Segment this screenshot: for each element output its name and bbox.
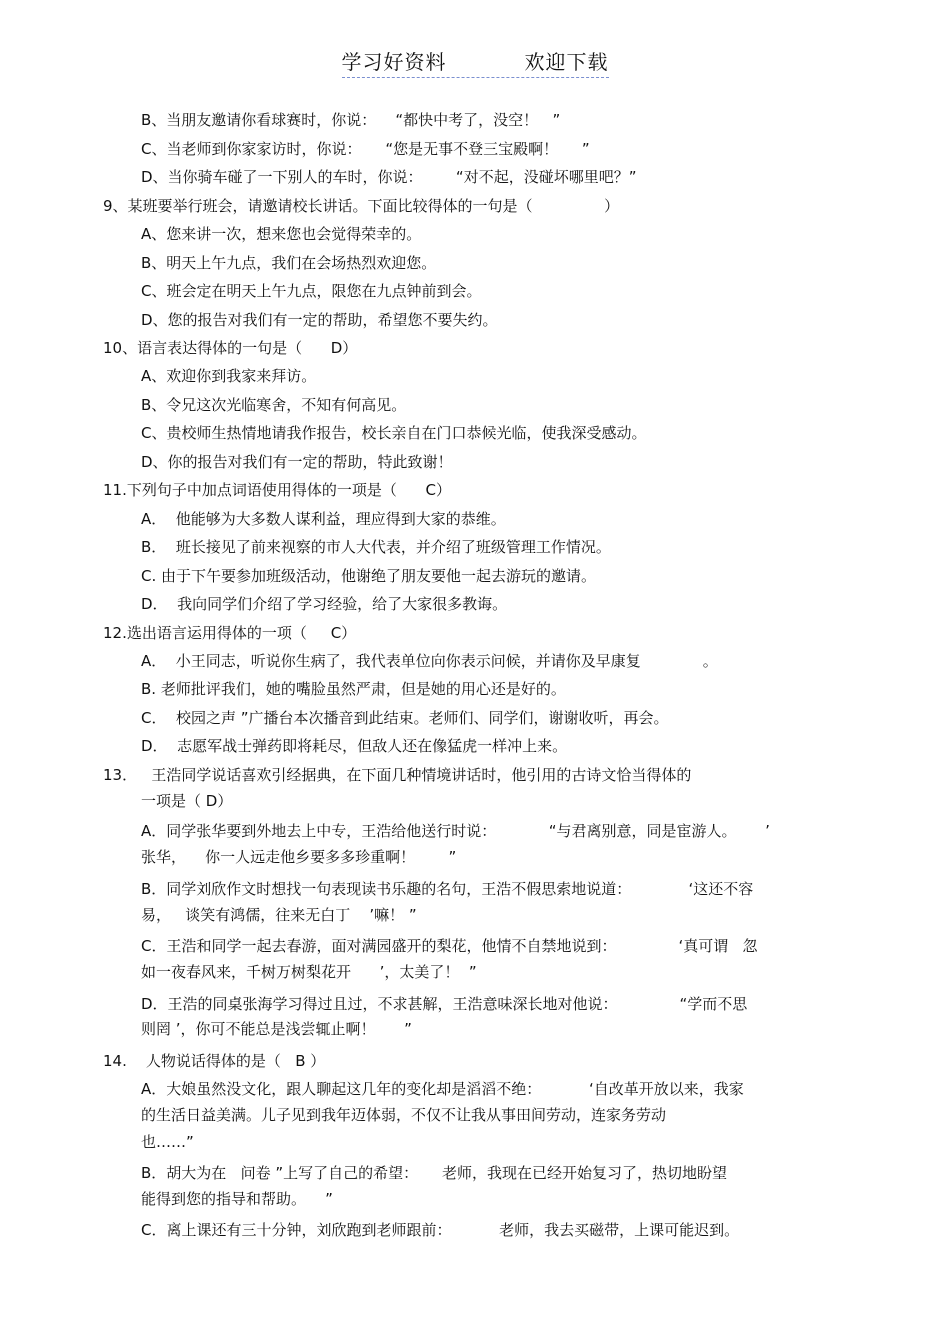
question-line: 14. 人物说话得体的是（ B ）	[103, 1052, 326, 1070]
text-line: 一项是（ D）	[141, 792, 233, 810]
text-line: B. 老师批评我们，她的嘴脸虽然严肃，但是她的用心还是好的。	[141, 680, 566, 698]
text-line: B、令兄这次光临寒舍，不知有何高见。	[141, 396, 407, 414]
text-line: A．同学张华要到外地去上中专，王浩给他送行时说： “与君离别意，同是宦游人。 ’	[141, 822, 770, 840]
text-line: D、你的报告对我们有一定的帮助，特此致谢！	[141, 453, 453, 471]
text-line: A、您来讲一次，想来您也会觉得荣幸的。	[141, 225, 422, 243]
text-line: B、当朋友邀请你看球赛时，你说： “都快中考了，没空！ ”	[141, 111, 561, 129]
text-line: C、贵校师生热情地请我作报告，校长亲自在门口恭候光临，使我深受感动。	[141, 424, 647, 442]
text-line: B．胡大为在 问卷 ”上写了自己的希望： 老师，我现在已经开始复习了，热切地盼望	[141, 1164, 727, 1182]
text-line: C．王浩和同学一起去春游，面对满园盛开的梨花，他情不自禁地说到： ‘真可谓 忽	[141, 937, 758, 955]
text-line: C、班会定在明天上午九点，限您在九点钟前到会。	[141, 282, 482, 300]
text-line: D、您的报告对我们有一定的帮助，希望您不要失约。	[141, 311, 498, 329]
text-line: 易， 谈笑有鸿儒，往来无白丁 ’嘛！ ”	[141, 906, 417, 924]
text-line: A、欢迎你到我家来拜访。	[141, 367, 317, 385]
text-line: D、当你骑车碰了一下别人的车时，你说： “对不起，没碰坏哪里吧？”	[141, 168, 637, 186]
question-line: 13． 王浩同学说话喜欢引经据典，在下面几种情境讲话时，他引用的古诗文恰当得体的	[103, 766, 692, 784]
page-header	[0, 46, 950, 78]
question-line: 10、语言表达得体的一句是（ D）	[103, 339, 358, 357]
text-line: 的生活日益美满。儿子见到我年迈体弱，不仅不让我从事田间劳动，连家务劳动	[141, 1106, 667, 1124]
text-line: C、当老师到你家家访时，你说： “您是无事不登三宝殿啊！ ”	[141, 140, 590, 158]
text-line: D． 我向同学们介绍了学习经验，给了大家很多教诲。	[141, 595, 508, 613]
text-line: C． 校园之声 ”广播台本次播音到此结束。老师们、同学们，谢谢收听，再会。	[141, 709, 669, 727]
text-line: C. 由于下午要参加班级活动，他谢绝了朋友要他一起去游玩的邀请。	[141, 567, 597, 585]
header-banner	[342, 46, 609, 78]
text-line: B、明天上午九点，我们在会场热烈欢迎您。	[141, 254, 437, 272]
header-right-text: 欢迎下载	[524, 50, 609, 74]
question-line: 12.选出语言运用得体的一项（ C）	[103, 624, 357, 642]
text-line: D． 志愿军战士弹药即将耗尽，但敌人还在像猛虎一样冲上来。	[141, 737, 568, 755]
text-line: A．大娘虽然没文化，跟人聊起这几年的变化却是滔滔不绝： ‘自改革开放以来，我家	[141, 1080, 744, 1098]
text-line: C．离上课还有三十分钟，刘欣跑到老师跟前： 老师，我去买磁带，上课可能迟到。	[141, 1221, 740, 1239]
question-line: 9、某班要举行班会，请邀请校长讲话。下面比较得体的一句是（ ）	[103, 197, 620, 215]
text-line: 张华， 你一人远走他乡要多多珍重啊！ ”	[141, 848, 457, 866]
header-left-text: 学习好资料	[341, 50, 447, 74]
text-line: 如一夜春风来，千树万树梨花开 ’，太美了！ ”	[141, 963, 477, 981]
text-line: 则罔 ’，你可不能总是浅尝辄止啊！ ”	[141, 1020, 412, 1038]
text-line: B． 班长接见了前来视察的市人大代表，并介绍了班级管理工作情况。	[141, 538, 611, 556]
text-line: 能得到您的指导和帮助。 ”	[141, 1190, 333, 1208]
text-line: A． 他能够为大多数人谋利益，理应得到大家的恭维。	[141, 510, 506, 528]
text-line: A． 小王同志，听说你生病了，我代表单位向你表示问候，并请你及早康复 。	[141, 652, 718, 670]
text-line: B．同学刘欣作文时想找一句表现读书乐趣的名句，王浩不假思索地说道： ‘这还不容	[141, 880, 754, 898]
text-line: D．王浩的同桌张海学习得过且过，不求甚解，王浩意味深长地对他说： “学而不思	[141, 995, 748, 1013]
question-line: 11.下列句子中加点词语使用得体的一项是（ C）	[103, 481, 451, 499]
text-line: 也……”	[141, 1133, 194, 1151]
